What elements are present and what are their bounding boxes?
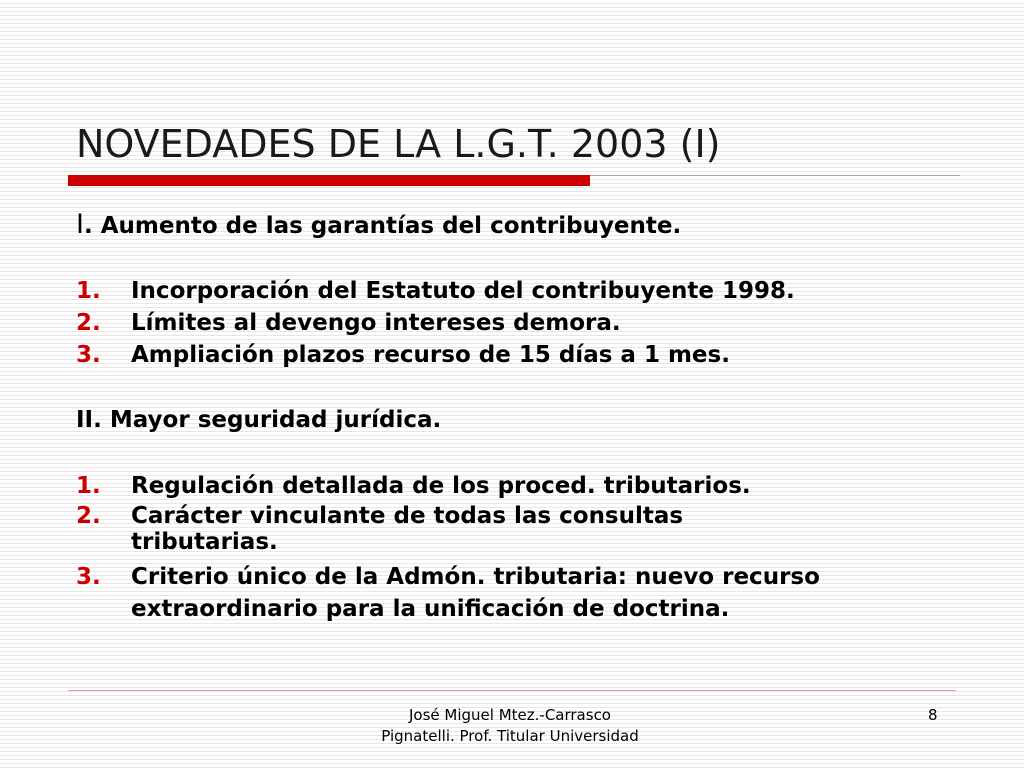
list-item — [76, 340, 956, 370]
page-number: 8 — [928, 706, 938, 724]
list-item-text: Ampliación plazos recurso de 15 días a 1 mes. — [131, 342, 730, 368]
footer-author-line-1: José Miguel Mtez.-Carrasco — [409, 706, 611, 724]
footer-divider — [68, 690, 956, 691]
list-item-text: Carácter vinculante de todas las consultas tributarias. — [131, 503, 684, 555]
section-heading-2: II. Mayor seguridad jurídica. — [76, 407, 442, 433]
title-underline-accent — [68, 175, 590, 186]
list-item — [76, 561, 956, 625]
list-item-text: Regulación detallada de los proced. tributarios. — [131, 473, 751, 499]
title-underline-rule — [590, 175, 960, 176]
section-1-heading-text: . Aumento de las garantías del contribuyente. — [83, 213, 682, 239]
list-item-text: Criterio único de la Admón. tributaria: nuevo recurso extraordinario para la unificación de doctrina. — [131, 564, 820, 622]
list-item — [76, 308, 956, 338]
footer-author-line-2: Pignatelli. Prof. Titular Universidad — [381, 727, 639, 745]
list-item — [76, 503, 836, 555]
list-item — [76, 276, 956, 306]
list-item-number: 2. — [76, 503, 101, 529]
list-item-number: 1. — [76, 278, 101, 304]
section-heading-1 — [76, 210, 681, 241]
section-1-roman-numeral: I — [76, 209, 84, 240]
list-item-number: 2. — [76, 310, 101, 336]
list-item-text: Incorporación del Estatuto del contribuyente 1998. — [131, 278, 795, 304]
list-item — [76, 471, 956, 501]
list-item-number: 1. — [76, 473, 101, 499]
footer-author — [330, 705, 690, 747]
list-item-number: 3. — [76, 564, 101, 590]
list-item-text: Límites al devengo intereses demora. — [131, 310, 621, 336]
slide-title: NOVEDADES DE LA L.G.T. 2003 (I) — [76, 122, 721, 166]
list-item-number: 3. — [76, 342, 101, 368]
